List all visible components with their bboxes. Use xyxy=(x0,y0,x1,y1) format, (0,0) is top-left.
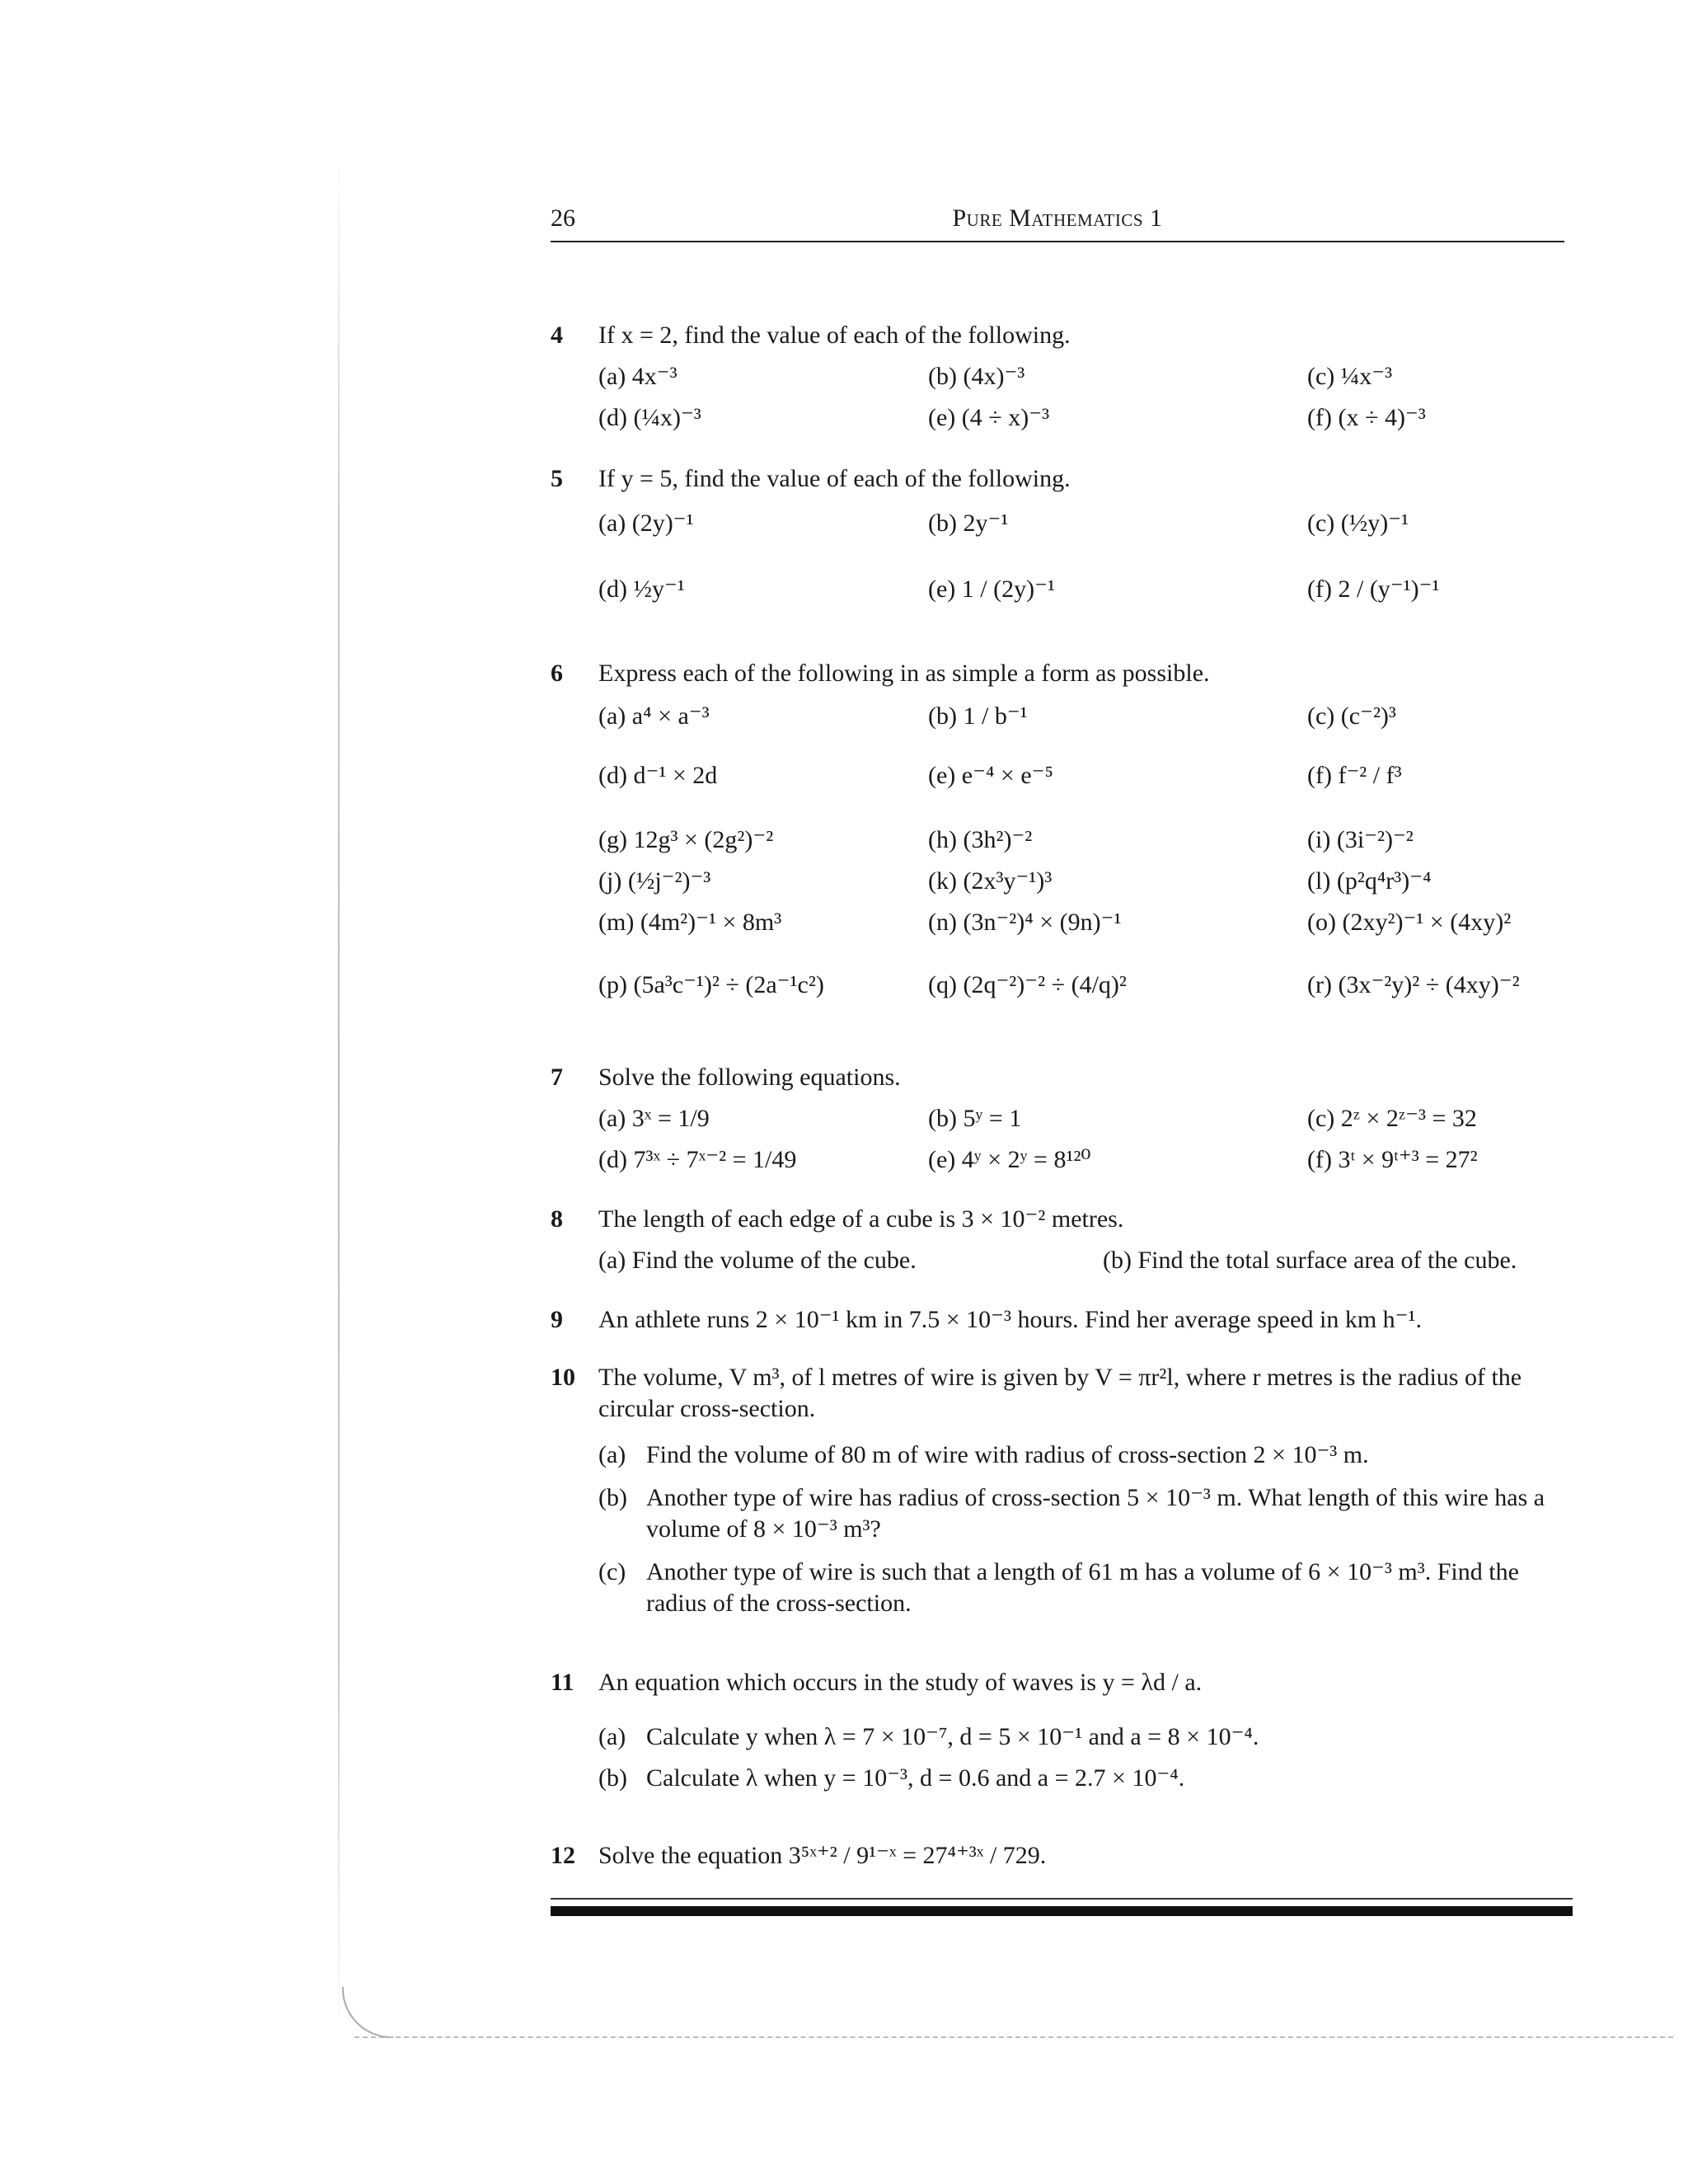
question-number: 7 xyxy=(551,1064,563,1091)
item-row xyxy=(598,1103,1571,1144)
question-5 xyxy=(551,463,1573,628)
item: (a) 4x⁻³ xyxy=(598,363,678,390)
item: (i) (3i⁻²)⁻² xyxy=(1307,826,1414,853)
item: (d) (¼x)⁻³ xyxy=(598,404,701,431)
scan-edge-curve xyxy=(342,1987,393,2038)
item: (r) (3x⁻²y)² ÷ (4xy)⁻² xyxy=(1307,971,1520,998)
question-number: 5 xyxy=(551,465,563,492)
page-header xyxy=(551,204,1564,242)
item: (f) f⁻² / f³ xyxy=(1307,762,1402,789)
question-number: 8 xyxy=(551,1205,563,1233)
item: (h) (3h²)⁻² xyxy=(928,826,1033,853)
question-7 xyxy=(551,1062,1573,1186)
page-title: Pure Mathematics 1 xyxy=(952,204,1163,232)
item: (b) 1 / b⁻¹ xyxy=(928,702,1028,730)
item: (e) (4 ÷ x)⁻³ xyxy=(928,404,1050,431)
question-11: 11 An equation which occurs in the study of waves is y = λd / a. (a) Calculate y when λ = 7 × 10⁻⁷, d = 5 × 10⁻¹ and a = 8 × 10⁻⁴. (b) Calculate λ when y = 10⁻³, d = 0.6 and a = 2.7 × 10⁻⁴. xyxy=(551,1667,1573,1791)
question-8 xyxy=(551,1204,1573,1286)
question-number: 4 xyxy=(551,322,563,349)
item: (f) 2 / (y⁻¹)⁻¹ xyxy=(1307,575,1440,603)
item: (c) (½y)⁻¹ xyxy=(1307,510,1409,537)
item: (a) 3ˣ = 1/9 xyxy=(598,1105,710,1132)
item: (d) 7³ˣ ÷ 7ˣ⁻² = 1/49 xyxy=(598,1146,797,1173)
item: (c) ¼x⁻³ xyxy=(1307,363,1393,390)
item: (c) (c⁻²)³ xyxy=(1307,702,1396,730)
scan-bottom-edge xyxy=(354,2036,1673,2040)
item: (f) 3ᵗ × 9ᵗ⁺³ = 27² xyxy=(1307,1146,1478,1173)
item: (q) (2q⁻²)⁻² ÷ (4/q)² xyxy=(928,971,1127,998)
question-text: An equation which occurs in the study of waves is y = λd / a. xyxy=(598,1669,1203,1696)
item-row xyxy=(598,402,1571,444)
question-4 xyxy=(551,320,1573,444)
item: (e) 4ʸ × 2ʸ = 8¹²⁰ xyxy=(928,1146,1091,1173)
item: (m) (4m²)⁻¹ × 8m³ xyxy=(598,909,782,936)
item-row xyxy=(598,760,1571,801)
question-number: 10 xyxy=(551,1364,575,1391)
question-text: Express each of the following in as simple a form as possible. xyxy=(598,660,1210,687)
question-number: 6 xyxy=(551,660,563,687)
item: (b) 2y⁻¹ xyxy=(928,510,1009,537)
question-text: If y = 5, find the value of each of the following. xyxy=(598,465,1071,492)
item: (c) 2ᶻ × 2ᶻ⁻³ = 32 xyxy=(1307,1105,1477,1132)
item: (a) (2y)⁻¹ xyxy=(598,510,694,537)
question-12 xyxy=(551,1840,1573,1876)
question-10: 10 The volume, V m³, of l metres of wire is given by V = πr²l, where r metres is the radius of the circular cross-section. (a) Find the volume of 80 m of wire with radius of cross-section 2 × 10⁻³ m. (b) Another type of wire has radius of cross-section 5 × 10⁻³ m. What length of this wire has a volume of 8 × 10⁻³ m³? (c) Another type of wire is such that a length of 61 m has a volume of 6 × 10⁻³ m³. Find the radius of the cross-section. xyxy=(551,1362,1573,1626)
item: (g) 12g³ × (2g²)⁻² xyxy=(598,826,774,853)
item-row xyxy=(598,970,1571,1011)
item: (f) (x ÷ 4)⁻³ xyxy=(1307,404,1426,431)
item: (b) 5ʸ = 1 xyxy=(928,1105,1022,1132)
question-number: 9 xyxy=(551,1306,563,1333)
question-text: The volume, V m³, of l metres of wire is given by V = πr²l, where r metres is the radius of the circular cross-section. xyxy=(598,1364,1522,1422)
item-row xyxy=(598,701,1571,742)
question-text: If x = 2, find the value of each of the following. xyxy=(598,322,1071,349)
item: (n) (3n⁻²)⁴ × (9n)⁻¹ xyxy=(928,909,1122,936)
footer-rule-thin xyxy=(551,1898,1573,1900)
item-row xyxy=(598,1144,1571,1186)
item: (j) (½j⁻²)⁻³ xyxy=(598,867,711,895)
question-text: An athlete runs 2 × 10⁻¹ km in 7.5 × 10⁻³ hours. Find her average speed in km h⁻¹. xyxy=(598,1306,1422,1333)
item: (a) Find the volume of the cube. xyxy=(598,1247,917,1274)
item: (p) (5a³c⁻¹)² ÷ (2a⁻¹c²) xyxy=(598,971,824,998)
item-row xyxy=(598,574,1571,615)
question-text: Solve the following equations. xyxy=(598,1064,901,1091)
item: (k) (2x³y⁻¹)³ xyxy=(928,867,1053,895)
question-number: 11 xyxy=(551,1669,574,1696)
footer-rule xyxy=(551,1906,1573,1916)
page-number: 26 xyxy=(551,204,575,232)
question-6 xyxy=(551,658,1573,1037)
item: (d) ½y⁻¹ xyxy=(598,575,685,603)
item: (o) (2xy²)⁻¹ × (4xy)² xyxy=(1307,909,1512,936)
item: (e) e⁻⁴ × e⁻⁵ xyxy=(928,762,1053,789)
question-9 xyxy=(551,1304,1573,1341)
item: (b) Find the total surface area of the cube. xyxy=(1103,1247,1517,1274)
item: (e) 1 / (2y)⁻¹ xyxy=(928,575,1055,603)
item: (l) (p²q⁴r³)⁻⁴ xyxy=(1307,867,1432,895)
item: (b) (4x)⁻³ xyxy=(928,363,1025,390)
question-text: Solve the equation 3⁵ˣ⁺² / 9¹⁻ˣ = 27⁴⁺³ˣ / 729. xyxy=(598,1842,1047,1869)
item-row xyxy=(598,907,1571,948)
scan-edge xyxy=(338,148,340,2036)
item-row xyxy=(598,824,1571,866)
item-row xyxy=(598,1245,1571,1286)
item-row xyxy=(598,866,1571,907)
item: (a) a⁴ × a⁻³ xyxy=(598,702,710,730)
item: (d) d⁻¹ × 2d xyxy=(598,762,718,789)
question-text: The length of each edge of a cube is 3 × 10⁻² metres. xyxy=(598,1205,1124,1233)
item-row xyxy=(598,508,1571,549)
item-row xyxy=(598,361,1571,402)
question-number: 12 xyxy=(551,1842,575,1869)
